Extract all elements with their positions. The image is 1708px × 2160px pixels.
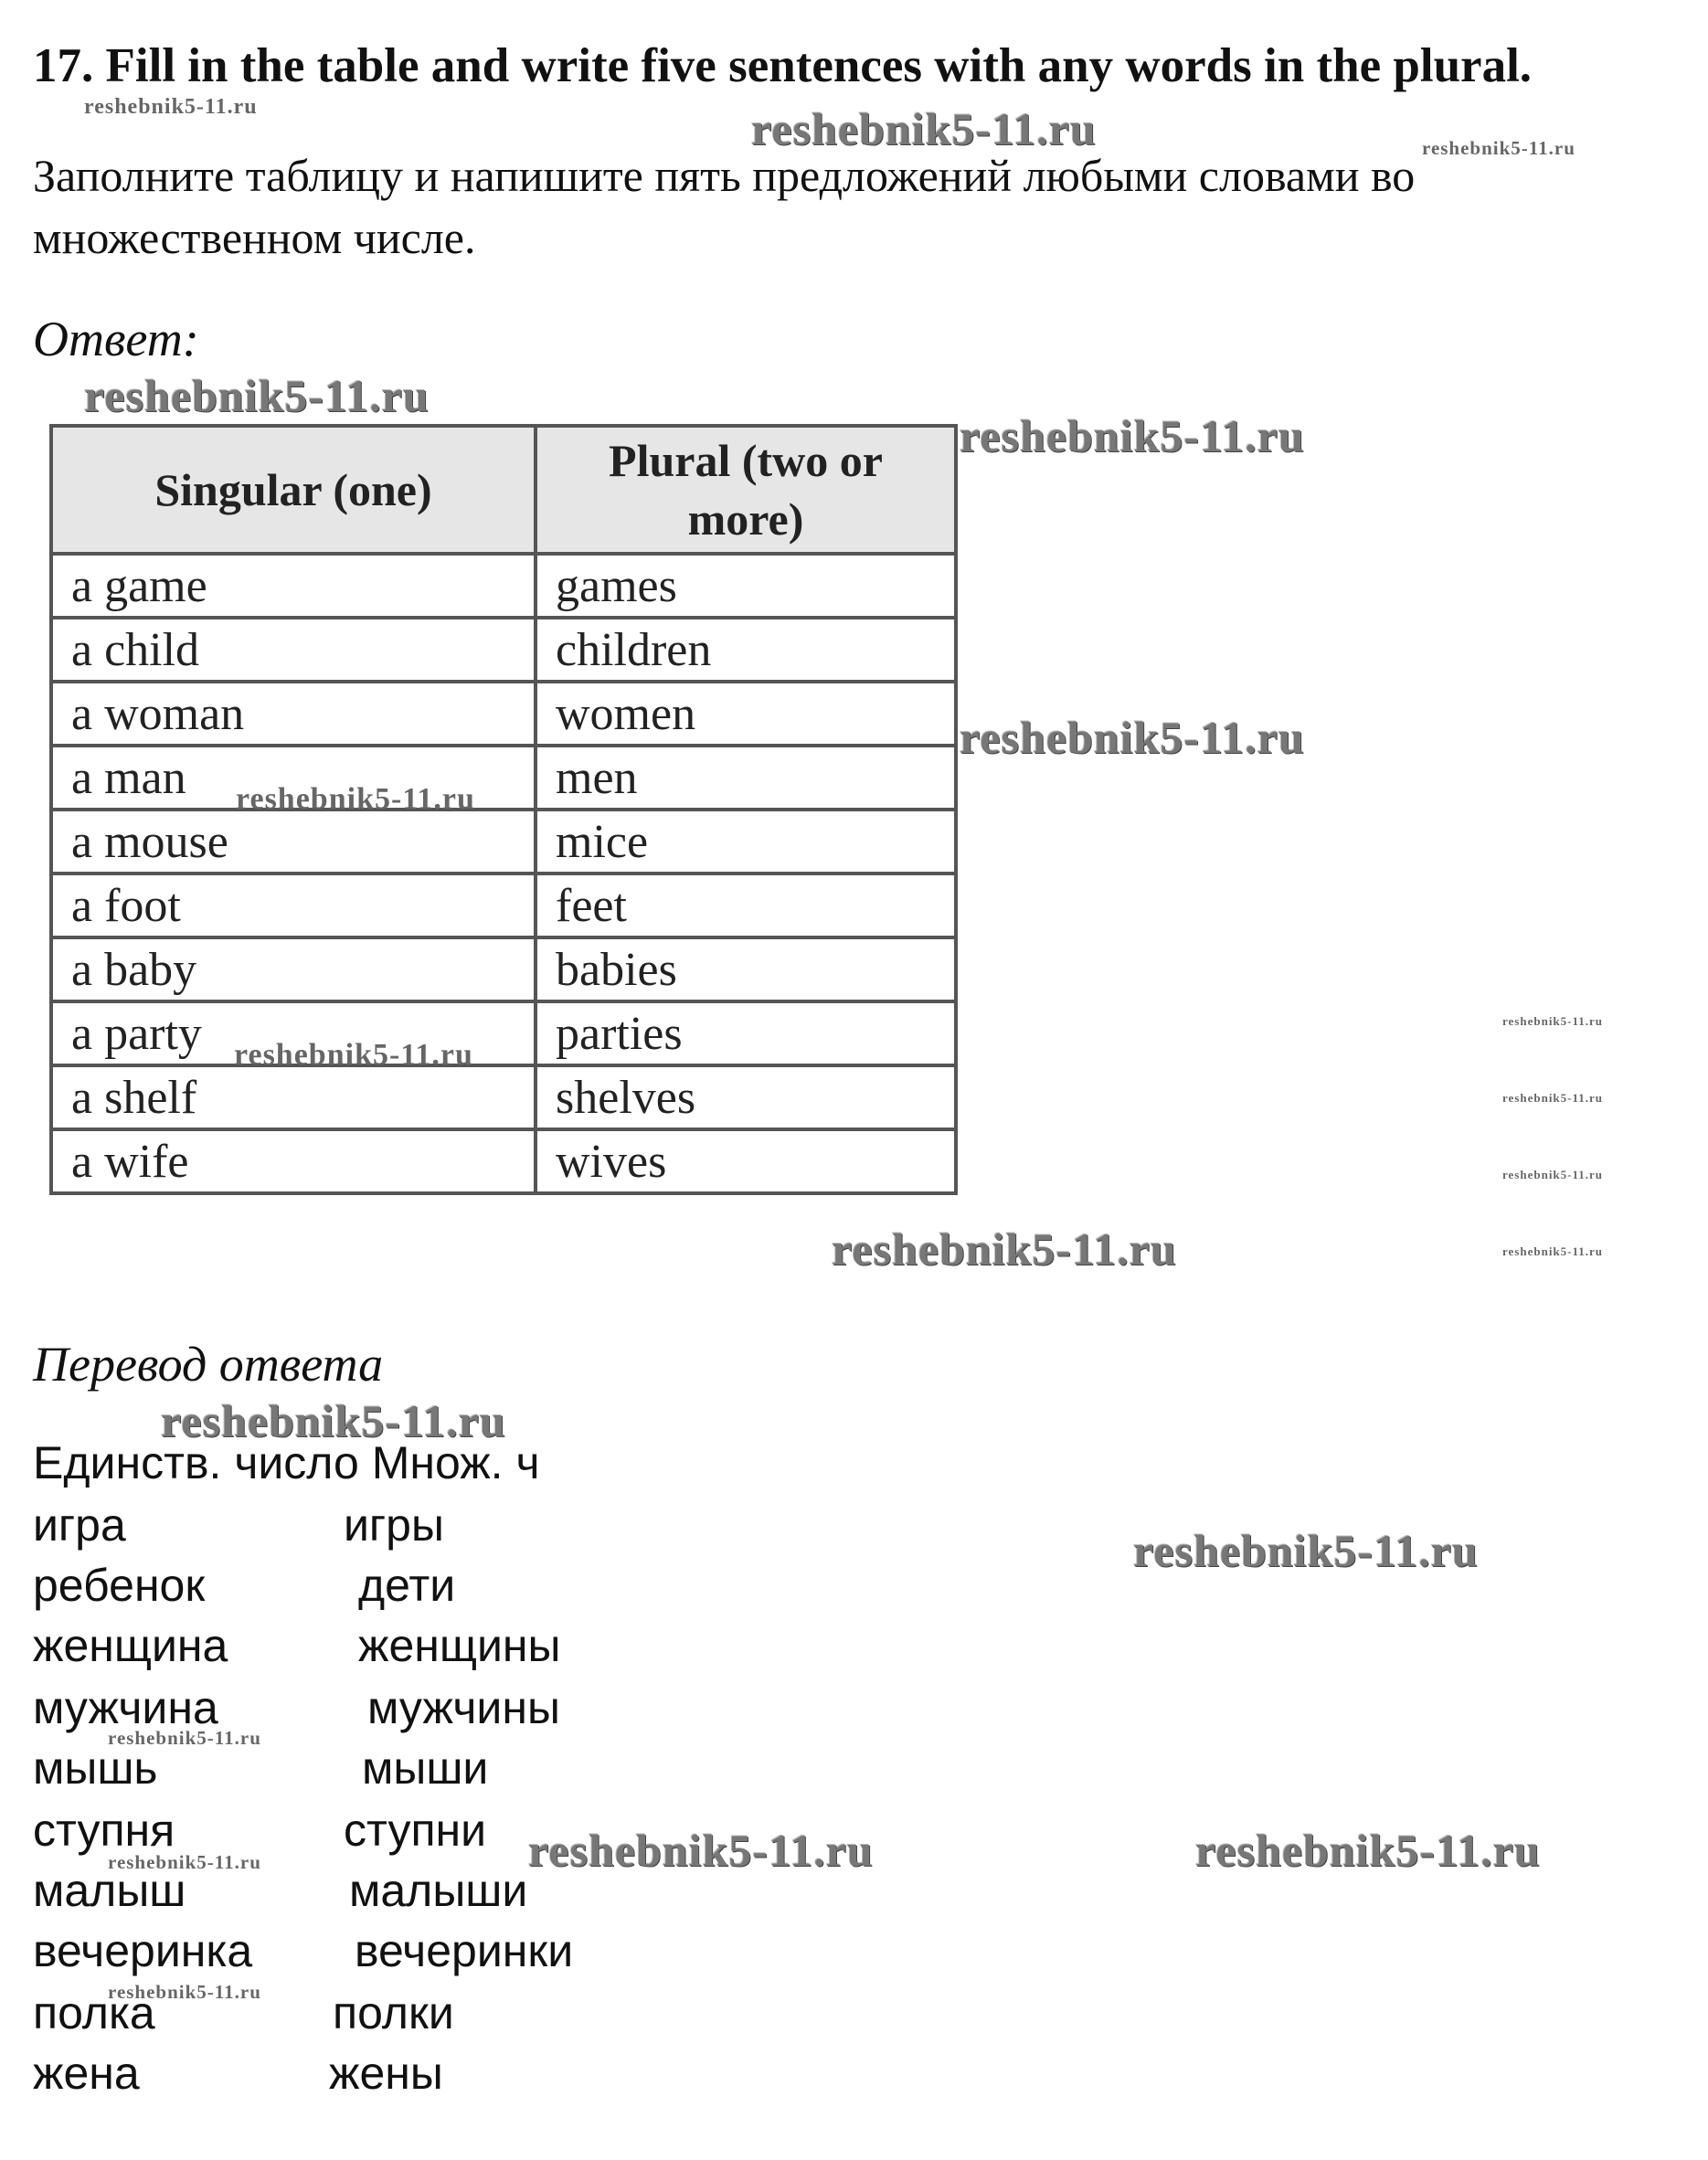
singular-cell: a game: [51, 554, 536, 618]
watermark: reshebnik5-11.ru: [1422, 137, 1575, 159]
watermark: reshebnik5-11.ru: [161, 1395, 506, 1446]
table-row: [51, 1065, 956, 1129]
watermark: reshebnik5-11.ru: [960, 712, 1305, 763]
table-row: [51, 746, 956, 810]
watermark: reshebnik5-11.ru: [832, 1223, 1177, 1275]
translation-singular: мужчина: [33, 1682, 218, 1733]
singular-cell: a child: [51, 618, 536, 682]
watermark: reshebnik5-11.ru: [1502, 1168, 1604, 1181]
singular-cell: a wife: [51, 1129, 536, 1193]
table-row: [51, 937, 956, 1001]
plural-cell: mice: [536, 810, 956, 874]
translation-singular: мышь: [33, 1742, 158, 1794]
singular-cell: a foot: [51, 874, 536, 937]
watermark: reshebnik5-11.ru: [108, 1981, 261, 2003]
singular-cell: a man: [51, 746, 536, 810]
singular-cell: a party: [51, 1001, 536, 1065]
translation-header: Единств. число Множ. ч: [33, 1437, 540, 1488]
translation-plural: вечеринки: [355, 1925, 574, 1976]
plural-cell: parties: [536, 1001, 956, 1065]
watermark: reshebnik5-11.ru: [234, 1038, 473, 1072]
watermark: reshebnik5-11.ru: [1133, 1525, 1479, 1576]
watermark: reshebnik5-11.ru: [1502, 1014, 1604, 1028]
table-row: [51, 618, 956, 682]
header-singular: Singular (one): [51, 426, 536, 554]
table-row: [51, 1001, 956, 1065]
translation-plural: малыши: [349, 1865, 528, 1916]
table-row: [51, 810, 956, 874]
watermark: reshebnik5-11.ru: [1502, 1091, 1604, 1105]
singular-cell: a baby: [51, 937, 536, 1001]
watermark: reshebnik5-11.ru: [108, 1851, 261, 1873]
watermark: reshebnik5-11.ru: [84, 370, 430, 421]
plural-cell: wives: [536, 1129, 956, 1193]
table-row: [51, 682, 956, 746]
watermark: reshebnik5-11.ru: [960, 410, 1305, 461]
plural-cell: women: [536, 682, 956, 746]
watermark: reshebnik5-11.ru: [84, 95, 258, 119]
plural-cell: children: [536, 618, 956, 682]
translation-singular: полка: [33, 1987, 155, 2038]
singular-cell: a woman: [51, 682, 536, 746]
translation-plural: мыши: [362, 1742, 489, 1794]
singular-cell: a shelf: [51, 1065, 536, 1129]
translation-singular: ребенок: [33, 1560, 206, 1611]
translation-label: Перевод ответа: [33, 1337, 384, 1392]
translation-plural: полки: [333, 1987, 454, 2038]
plural-cell: feet: [536, 874, 956, 937]
plural-table: [49, 424, 958, 1195]
translation-plural: ступни: [344, 1805, 487, 1856]
watermark: reshebnik5-11.ru: [1502, 1244, 1604, 1258]
watermark: reshebnik5-11.ru: [236, 782, 475, 816]
translation-singular: ступня: [33, 1805, 175, 1856]
table-row: [51, 1129, 956, 1193]
translation-singular: вечеринка: [33, 1925, 253, 1976]
translation-plural: мужчины: [367, 1682, 560, 1733]
header-plural: Plural (two or more): [536, 426, 956, 554]
translation-singular: женщина: [33, 1620, 228, 1671]
translation-plural: женщины: [358, 1620, 561, 1671]
plural-cell: games: [536, 554, 956, 618]
answer-label: Ответ:: [33, 312, 199, 366]
translation-plural: игры: [344, 1499, 444, 1551]
translation-singular: игра: [33, 1499, 126, 1551]
watermark: reshebnik5-11.ru: [108, 1727, 261, 1749]
task-title: 17. Fill in the table and write five sentences with any words in the plural.: [33, 39, 1533, 92]
translation-plural: дети: [358, 1560, 456, 1611]
plural-cell: babies: [536, 937, 956, 1001]
translation-singular: малыш: [33, 1865, 186, 1916]
watermark: reshebnik5-11.ru: [528, 1825, 874, 1876]
table-row: [51, 874, 956, 937]
watermark: reshebnik5-11.ru: [1195, 1825, 1541, 1876]
translation-plural: жены: [329, 2048, 443, 2099]
watermark: reshebnik5-11.ru: [751, 103, 1097, 154]
singular-cell: a mouse: [51, 810, 536, 874]
task-instruction: Заполните таблицу и напишите пять предложений любыми словами во множественном числе.: [33, 150, 1416, 263]
translation-singular: жена: [33, 2048, 140, 2099]
plural-cell: shelves: [536, 1065, 956, 1129]
table-row: [51, 554, 956, 618]
table-header-row: [51, 426, 956, 554]
plural-cell: men: [536, 746, 956, 810]
